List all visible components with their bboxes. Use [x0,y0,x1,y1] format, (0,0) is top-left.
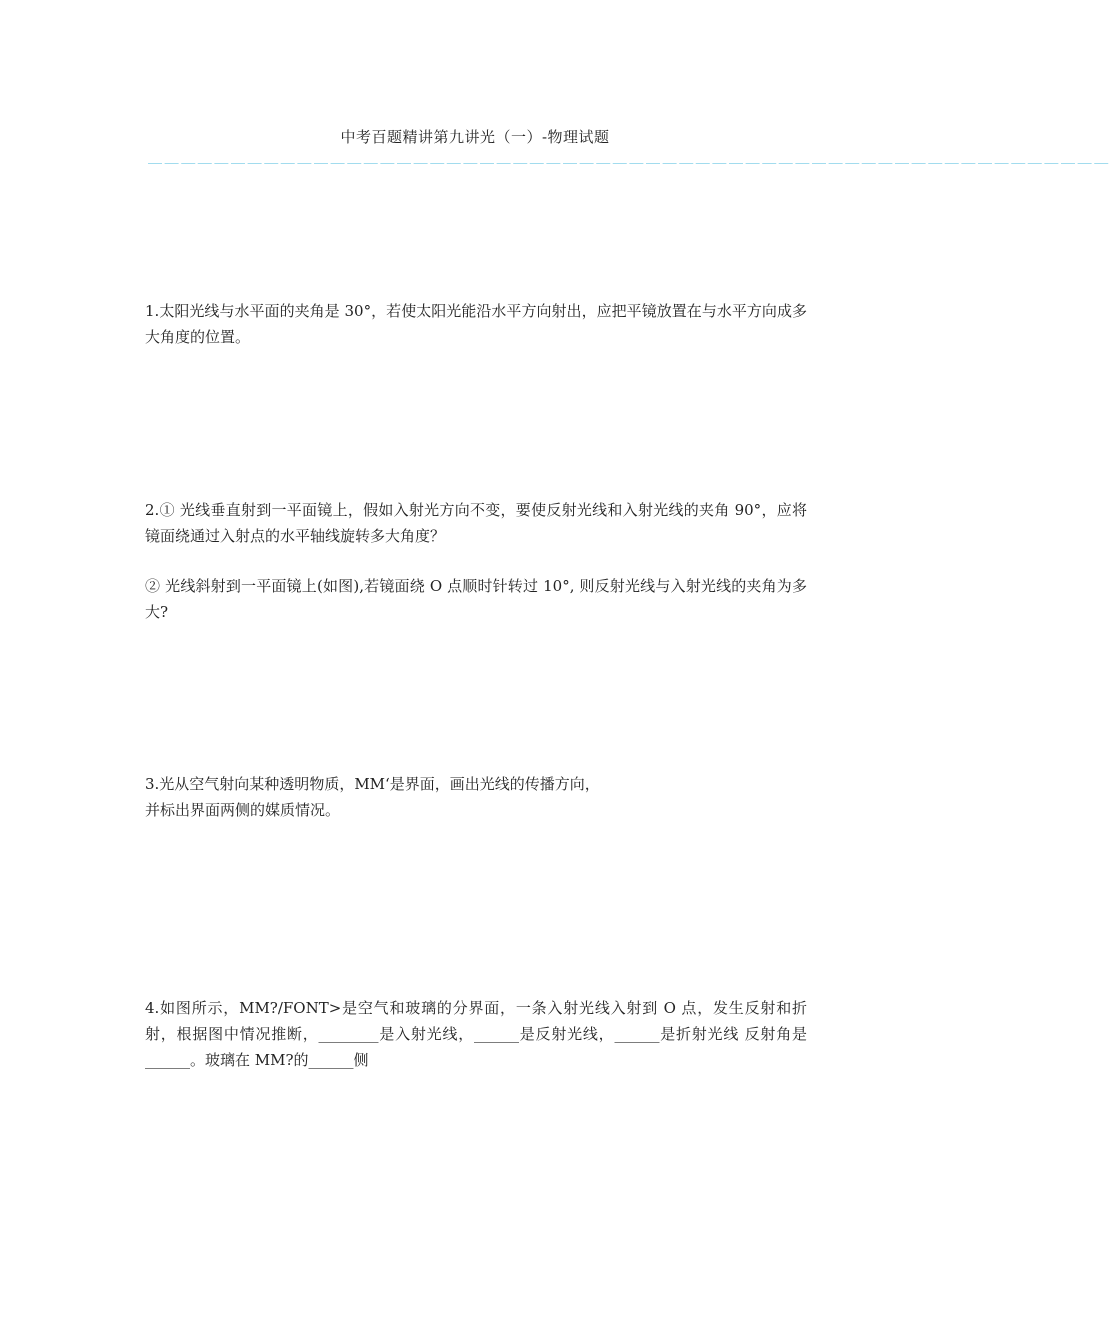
question-1 [145,298,807,350]
question-2-part-1-text: 2.① 光线垂直射到一平面镜上，假如入射光方向不变，要使反射光线和入射光线的夹角 90°，应将镜面绕通过入射点的水平轴线旋转多大角度？ [145,501,807,545]
title-underline: ＿＿＿＿＿＿＿＿＿＿＿＿＿＿＿＿＿＿＿＿＿＿＿＿＿＿＿＿＿＿＿＿＿＿＿＿＿＿＿＿＿＿＿＿＿＿＿＿＿＿＿＿＿＿＿＿＿＿ [148,150,1111,166]
question-1-text: 1.太阳光线与水平面的夹角是 30°，若使太阳光能沿水平方向射出，应把平镜放置在与水平方向成多大角度的位置。 [145,302,807,346]
question-4-text: 4.如图所示，MM?/FONT>是空气和玻璃的分界面，一条入射光线入射到 O 点，发生反射和折射，根据图中情况推断，________是入射光线，______是反射光线，______是折射光线 反射角是______。玻璃在 MM?的______侧 [145,999,807,1069]
question-3 [145,771,807,823]
page-title: 中考百题精讲第九讲光（一）-物理试题 [340,128,610,146]
question-3-line-1: 3.光从空气射向某种透明物质，MM‘是界面，画出光线的传播方向， [145,775,600,793]
question-2-part-2 [145,573,807,625]
question-4 [145,995,807,1073]
question-2-part-1 [145,497,807,549]
question-2-part-2-text: ② 光线斜射到一平面镜上(如图),若镜面绕 O 点顺时针转过 10°, 则反射光线与入射光线的夹角为多大? [145,577,807,621]
question-3-line-2: 并标出界面两侧的媒质情况。 [145,801,341,819]
